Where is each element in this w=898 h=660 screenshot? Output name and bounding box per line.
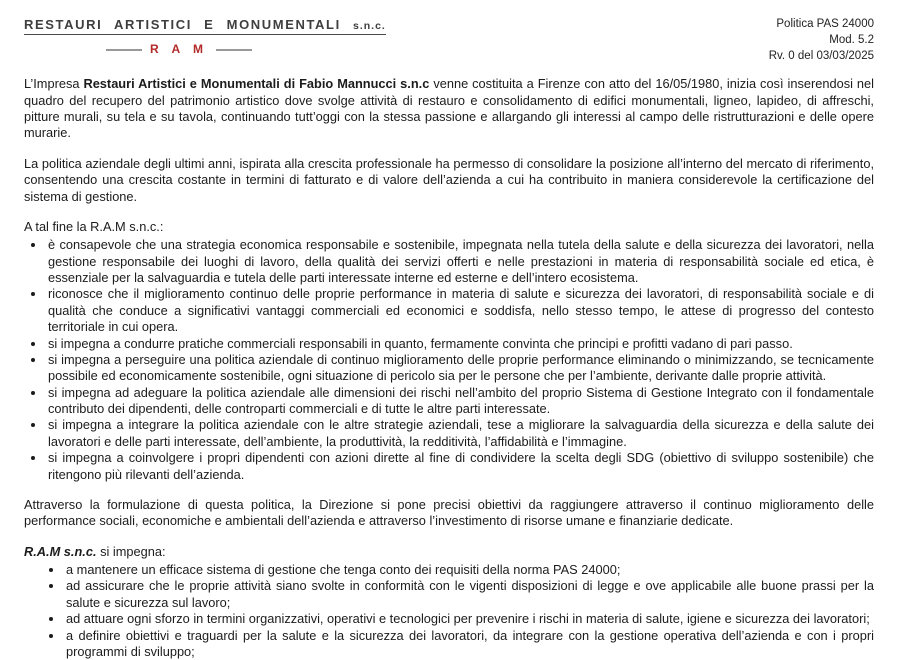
doc-info-revision: Rv. 0 del 03/03/2025 — [768, 50, 874, 63]
list-item: • si impegna a coinvolgere i propri dipendenti con azioni dirette al fine di condividere la scelta degli SDG (obiettivo di sviluppo sostenibile) che ritengono più rilevanti dell’azienda. — [46, 450, 874, 483]
list-item: • si impegna a perseguire una politica aziendale di continuo miglioramento delle proprie performance eliminando o minimizzando, se tecnicamente possibile ed economicamente sostenibile, ogni situazione di pericolo sia per le persone che per l’ambiente, derivante dalle proprie attività. — [46, 352, 874, 385]
list-item: • si impegna a integrare la politica aziendale con le altre strategie aziendali, tese a migliorare la salvaguardia della sicurezza e della salute dei lavoratori e delle parti interessate, dell’ambiente, la produttività, la redditività, l’affidabilità e l’immagine. — [46, 417, 874, 450]
document-header — [24, 12, 874, 64]
document-body — [24, 76, 874, 660]
company-full-name: Restauri Artistici e Monumentali di Fabio Mannucci s.n.c — [83, 76, 430, 92]
ram-acronym: R A M — [149, 42, 209, 56]
doc-info-policy: Politica PAS 24000 — [776, 18, 874, 30]
logo-rule-right — [216, 47, 252, 51]
commitments-list — [24, 237, 874, 483]
ram-logo-line — [24, 42, 334, 56]
paragraph-company-policy: La politica aziendale degli ultimi anni, ispirata alla crescita professionale ha permesso di consolidare la posizione all’interno del mercato di riferimento, consentendo una crescita costante in termini di fatturato e di valore dell’azienda a cui ha contribuito in maniera considerevole la certificazione del sistema di gestione. — [24, 155, 874, 204]
company-name — [24, 16, 386, 35]
company-name-text — [24, 17, 386, 35]
company-suffix: s.n.c. — [353, 20, 386, 32]
doc-info-model: Mod. 5.2 — [829, 34, 874, 47]
list-item: • a mantenere un efficace sistema di gestione che tenga conto dei requisiti della norma PAS 24000; — [64, 562, 874, 578]
list-item: • si impegna ad adeguare la politica aziendale alle dimensioni dei rischi nell’ambito del proprio Sistema di Gestione Integrato con il fondamentale contributo dei dipendenti, delle controparti commerciali e di tutte le altre parti interessate. — [46, 385, 874, 418]
logo-rule-left — [106, 47, 142, 51]
ram-name-emphasis: R.A.M s.n.c. — [24, 543, 97, 559]
list2-lead-rest: si impegna: — [96, 543, 166, 559]
intro-rest: venne costituita a Firenze con atto del 16/05/1980, inizia così inserendosi nel quadro del recupero del patrimonio artistico dove svolge attività di restauro e consolidamento di edifici monumentali, ligneo, lapideo, di affreschi, pitture murali, su tela e su tavola, continuando tutt’oggi con la stessa passione e allargando gli interessi al campo delle ristrutturazioni e delle opere murarie. — [24, 76, 874, 141]
paragraph-direction-goals: Attraverso la formulazione di questa politica, la Direzione si pone precisi obiettivi da raggiungere attraverso il continuo miglioramento delle performance sociali, economiche e ambientali dell’azienda e attraverso l’investimento di risorse umane e finanziarie dedicate. — [24, 496, 874, 529]
list-item: • ad assicurare che le proprie attività siano svolte in conformità con le vigenti disposizioni di legge e ove applicabile alle buone prassi per la salute e sicurezza sul lavoro; — [64, 578, 874, 611]
obligations-list — [24, 562, 874, 660]
company-title: RESTAURI ARTISTICI E MONUMENTALI — [24, 17, 341, 32]
company-logo — [24, 12, 386, 56]
document-info — [769, 12, 874, 64]
intro-prefix: L’Impresa — [24, 76, 84, 92]
list-item: • a definire obiettivi e traguardi per la salute e la sicurezza dei lavoratori, da integrare con la gestione operativa dell’azienda e con i propri programmi di sviluppo; — [64, 628, 874, 660]
list-item: • è consapevole che una strategia economica responsabile e sostenibile, impegnata nella tutela della salute e della sicurezza dei lavoratori, nella gestione responsabile dei luoghi di lavoro, della qualità dei servizi offerti e nelle prestazioni in materia di responsabilità sociale ed etica, è essenziale per la salvaguardia e tutela delle parti interessate interne ed esterne e dell’intero ecosistema. — [46, 237, 874, 286]
paragraph-list1-lead: A tal fine la R.A.M s.n.c.: — [24, 218, 164, 234]
list-item: • riconosce che il miglioramento continuo delle proprie performance in materia di salute e sicurezza dei lavoratori, di responsabilità sociale e di qualità che conduce a significativi vantaggi commerciali ed economici e soddisfa, nello stesso tempo, le attese di progresso del contesto territoriale in cui opera. — [46, 286, 874, 335]
list-item: • si impegna a condurre pratiche commerciali responsabili in quanto, fermamente convinta che principi e profitti vadano di pari passo. — [46, 336, 874, 352]
paragraph-company-intro — [24, 76, 874, 142]
paragraph-list2-lead — [24, 544, 874, 560]
list-item: • ad attuare ogni sforzo in termini organizzativi, operativi e tecnologici per prevenire i rischi in materia di salute, igiene e sicurezza dei lavoratori; — [64, 611, 874, 627]
